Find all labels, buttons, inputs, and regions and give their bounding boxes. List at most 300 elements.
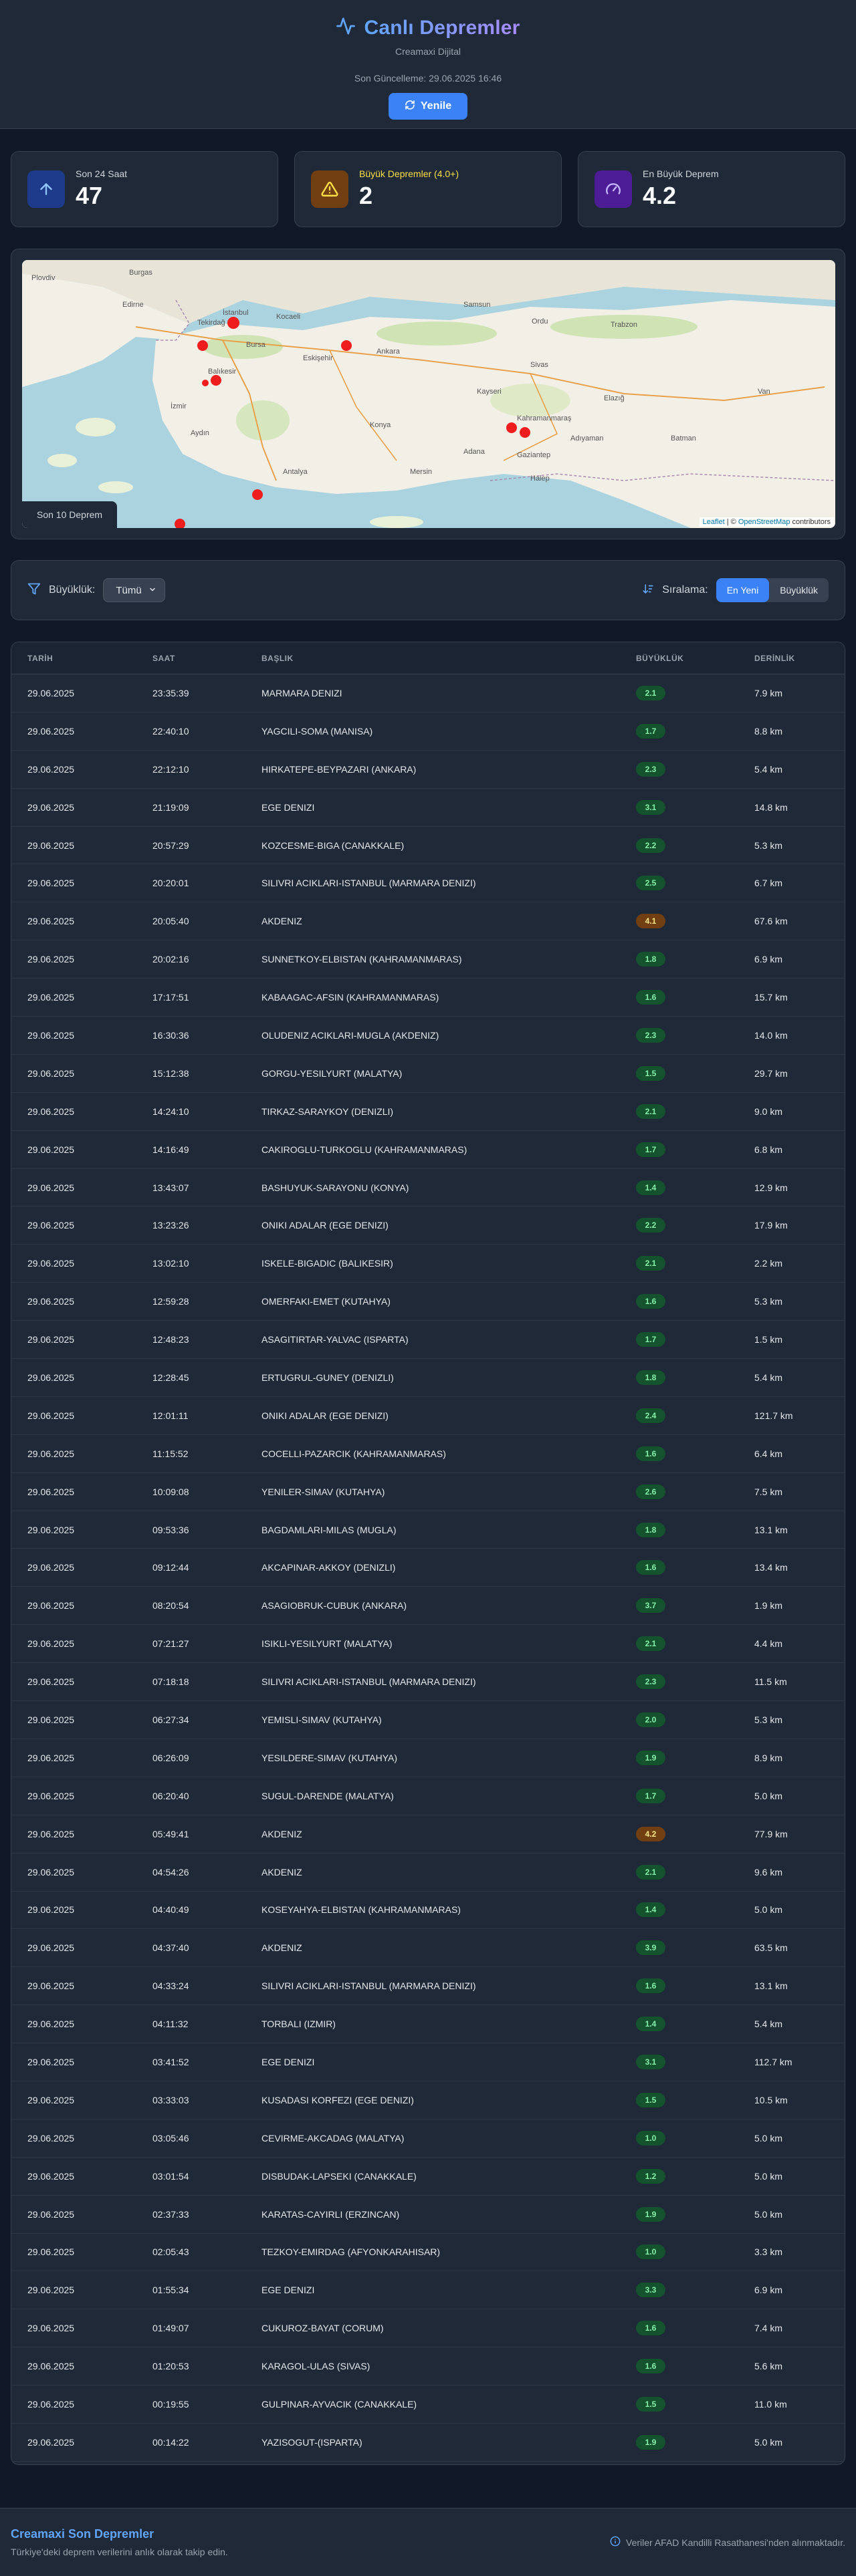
cell-date: 29.06.2025	[27, 1334, 75, 1345]
magnitude-badge: 1.7	[636, 1332, 665, 1347]
cell-depth: 17.9 km	[754, 1220, 788, 1231]
magnitude-badge: 2.1	[636, 1865, 665, 1880]
cell-magnitude	[620, 1180, 738, 1195]
table-row[interactable]	[11, 2158, 845, 2196]
table-row[interactable]	[11, 2424, 845, 2462]
map-place: Sivas	[530, 361, 548, 369]
magnitude-badge: 2.5	[636, 876, 665, 890]
stat-value: 47	[76, 182, 103, 209]
cell-magnitude	[620, 2321, 738, 2335]
map-place: Ordu	[532, 317, 548, 326]
table-row[interactable]	[11, 940, 845, 979]
cell-title: TEZKOY-EMIRDAG (AFYONKARAHISAR)	[261, 2246, 441, 2258]
table-row[interactable]	[11, 1625, 845, 1663]
magnitude-badge: 1.7	[636, 1789, 665, 1803]
cell-title: BASHUYUK-SARAYONU (KONYA)	[261, 1182, 409, 1193]
stat-card-24h	[11, 151, 278, 227]
stat-label: Son 24 Saat	[76, 168, 128, 179]
magnitude-badge: 1.5	[636, 2093, 665, 2107]
cell-depth: 13.4 km	[754, 1562, 788, 1573]
cell-time: 13:23:26	[152, 1220, 189, 1231]
cell-depth: 5.3 km	[754, 1714, 783, 1725]
brand-subtitle: Creamaxi Dijital	[395, 46, 461, 57]
cell-magnitude	[620, 1865, 738, 1880]
cell-date: 29.06.2025	[27, 992, 75, 1003]
table-row[interactable]	[11, 1511, 845, 1549]
cell-depth: 5.0 km	[754, 2170, 783, 2182]
filter-icon	[27, 582, 41, 599]
cell-magnitude	[620, 1674, 738, 1689]
cell-depth: 4.4 km	[754, 1638, 783, 1650]
cell-time: 06:26:09	[152, 1752, 189, 1763]
cell-title: ERTUGRUL-GUNEY (DENIZLI)	[261, 1372, 394, 1383]
cell-title: TIRKAZ-SARAYKOY (DENIZLI)	[261, 1106, 394, 1117]
cell-magnitude	[620, 1142, 738, 1157]
table-row[interactable]	[11, 1093, 845, 1131]
activity-icon	[336, 16, 356, 39]
cell-time: 15:12:38	[152, 1067, 189, 1079]
magnitude-badge: 1.8	[636, 952, 665, 967]
cell-time: 06:20:40	[152, 1790, 189, 1801]
table-row[interactable]	[11, 1055, 845, 1093]
map-place: Edirne	[122, 301, 144, 309]
table-row[interactable]	[11, 1892, 845, 1930]
table-row[interactable]	[11, 2271, 845, 2309]
magnitude-badge: 1.0	[636, 2244, 665, 2259]
cell-time: 20:02:16	[152, 954, 189, 965]
cell-title: TORBALI (IZMIR)	[261, 2019, 336, 2030]
magnitude-badge: 1.6	[636, 2359, 665, 2373]
cell-depth: 14.8 km	[754, 801, 788, 813]
cell-title: KARAGOL-ULAS (SIVAS)	[261, 2361, 370, 2372]
cell-time: 03:05:46	[152, 2132, 189, 2144]
cell-depth: 8.9 km	[754, 1752, 783, 1763]
sort-icon	[642, 583, 654, 598]
magnitude-badge: 1.4	[636, 2017, 665, 2031]
table-row[interactable]	[11, 1321, 845, 1359]
magnitude-badge: 1.0	[636, 2131, 665, 2146]
cell-depth: 5.4 km	[754, 763, 783, 775]
table-row[interactable]	[11, 713, 845, 751]
map-marker[interactable]	[211, 375, 221, 386]
cell-date: 29.06.2025	[27, 1676, 75, 1688]
cell-magnitude	[620, 2169, 738, 2184]
cell-magnitude	[620, 2055, 738, 2069]
cell-magnitude	[620, 2397, 738, 2412]
cell-depth: 112.7 km	[754, 2057, 792, 2067]
magnitude-badge: 2.1	[636, 686, 665, 700]
table-row[interactable]	[11, 789, 845, 827]
cell-magnitude	[620, 1751, 738, 1765]
cell-title: EGE DENIZI	[261, 801, 315, 813]
cell-magnitude	[620, 1104, 738, 1119]
cell-time: 03:41:52	[152, 2057, 189, 2067]
cell-time: 17:17:51	[152, 992, 189, 1003]
cell-title: COCELLI-PAZARCIK (KAHRAMANMARAS)	[261, 1448, 446, 1459]
cell-date: 29.06.2025	[27, 725, 75, 737]
cell-depth: 6.9 km	[754, 954, 783, 965]
magnitude-badge: 3.7	[636, 1598, 665, 1613]
cell-date: 29.06.2025	[27, 1486, 75, 1497]
cell-magnitude	[620, 2283, 738, 2297]
magnitude-badge: 1.6	[636, 1560, 665, 1575]
cell-title: CUKUROZ-BAYAT (CORUM)	[261, 2323, 384, 2334]
cell-depth: 7.4 km	[754, 2323, 783, 2334]
magnitude-badge: 4.2	[636, 1827, 665, 1841]
cell-depth: 5.4 km	[754, 1372, 783, 1383]
info-icon	[610, 2536, 621, 2549]
table-row[interactable]	[11, 1815, 845, 1853]
cell-time: 21:19:09	[152, 801, 189, 813]
cell-title: YAZISOGUT-(ISPARTA)	[261, 2436, 362, 2448]
map-marker[interactable]	[506, 422, 517, 433]
cell-title: CAKIROGLU-TURKOGLU (KAHRAMANMARAS)	[261, 1144, 467, 1155]
table-row[interactable]	[11, 2386, 845, 2424]
cell-depth: 7.9 km	[754, 687, 783, 698]
cell-date: 29.06.2025	[27, 687, 75, 698]
cell-time: 11:15:52	[152, 1448, 189, 1459]
cell-title: AKDENIZ	[261, 916, 302, 927]
cell-title: AKCAPINAR-AKKOY (DENIZLI)	[261, 1562, 396, 1573]
cell-date: 29.06.2025	[27, 1714, 75, 1725]
cell-time: 08:20:54	[152, 1600, 189, 1612]
cell-depth: 63.5 km	[754, 1942, 788, 1954]
cell-date: 29.06.2025	[27, 2019, 75, 2030]
cell-magnitude	[620, 1256, 738, 1271]
cell-depth: 29.7 km	[754, 1067, 788, 1079]
table-row[interactable]	[11, 1549, 845, 1587]
magnitude-badge: 1.6	[636, 1446, 665, 1461]
cell-time: 01:49:07	[152, 2323, 189, 2334]
cell-title: ASAGITIRTAR-YALVAC (ISPARTA)	[261, 1334, 409, 1345]
table-row[interactable]	[11, 2119, 845, 2158]
cell-depth: 5.3 km	[754, 1296, 783, 1307]
cell-depth: 12.9 km	[754, 1182, 788, 1193]
magnitude-badge: 2.2	[636, 838, 665, 853]
table-row[interactable]	[11, 1359, 845, 1397]
magnitude-badge: 1.9	[636, 2435, 665, 2450]
sort-newest-button[interactable]: En Yeni	[716, 578, 770, 602]
cell-magnitude	[620, 1294, 738, 1309]
table-row[interactable]	[11, 1701, 845, 1739]
cell-date: 29.06.2025	[27, 916, 75, 927]
table-header	[11, 642, 845, 674]
cell-magnitude	[620, 762, 738, 777]
cell-depth: 67.6 km	[754, 916, 788, 927]
leaflet-link[interactable]: Leaflet	[702, 518, 725, 526]
table-row[interactable]	[11, 1206, 845, 1245]
cell-magnitude	[620, 1485, 738, 1499]
cell-title: ISKELE-BIGADIC (BALIKESIR)	[261, 1258, 393, 1269]
page-header	[0, 0, 856, 129]
cell-date: 29.06.2025	[27, 2399, 75, 2410]
cell-title: HIRKATEPE-BEYPAZARI (ANKARA)	[261, 763, 417, 775]
gauge-icon	[595, 170, 632, 208]
cell-magnitude	[620, 1446, 738, 1461]
cell-title: KABAAGAC-AFSIN (KAHRAMANMARAS)	[261, 992, 439, 1003]
cell-title: YENILER-SIMAV (KUTAHYA)	[261, 1486, 385, 1497]
table-row[interactable]	[11, 2196, 845, 2234]
cell-magnitude	[620, 1789, 738, 1803]
cell-date: 29.06.2025	[27, 840, 75, 851]
cell-date: 29.06.2025	[27, 1562, 75, 1573]
magnitude-filter	[27, 578, 165, 602]
page-title: Canlı Depremler	[364, 16, 520, 39]
cell-magnitude	[620, 1523, 738, 1537]
table-row[interactable]	[11, 979, 845, 1017]
cell-depth: 1.9 km	[754, 1600, 783, 1612]
cell-magnitude	[620, 2207, 738, 2222]
cell-magnitude	[620, 990, 738, 1005]
magnitude-badge: 2.1	[636, 1256, 665, 1271]
cell-magnitude	[620, 1560, 738, 1575]
cell-depth: 2.2 km	[754, 1258, 783, 1269]
cell-time: 04:40:49	[152, 1904, 189, 1916]
cell-title: SILIVRI ACIKLARI-ISTANBUL (MARMARA DENIZI)	[261, 878, 476, 889]
map-marker[interactable]	[520, 427, 530, 438]
table-row[interactable]	[11, 1397, 845, 1435]
cell-time: 13:02:10	[152, 1258, 189, 1269]
cell-title: GORGU-YESILYURT (MALATYA)	[261, 1067, 403, 1079]
cell-time: 07:21:27	[152, 1638, 189, 1650]
map-place: Elazığ	[604, 394, 625, 402]
table-row[interactable]	[11, 1169, 845, 1207]
map-place: Kahramanmaraş	[517, 414, 572, 422]
table-row[interactable]	[11, 1283, 845, 1321]
cell-time: 20:05:40	[152, 916, 189, 927]
cell-time: 20:20:01	[152, 878, 189, 889]
map-place: Balıkesir	[208, 368, 237, 376]
cell-date: 29.06.2025	[27, 1220, 75, 1231]
sort-control	[642, 578, 829, 602]
cell-title: GULPINAR-AYVACIK (CANAKKALE)	[261, 2399, 417, 2410]
map-place: Aydın	[191, 429, 209, 437]
stat-value: 2	[359, 182, 373, 209]
magnitude-badge: 1.2	[636, 2169, 665, 2184]
cell-time: 01:55:34	[152, 2285, 189, 2296]
cell-title: EGE DENIZI	[261, 2057, 315, 2067]
map-place: Kocaeli	[276, 313, 301, 321]
cell-magnitude	[620, 1636, 738, 1651]
cell-time: 12:59:28	[152, 1296, 189, 1307]
magnitude-badge: 2.1	[636, 1104, 665, 1119]
table-body	[11, 674, 845, 2462]
cell-title: ASAGIOBRUK-CUBUK (ANKARA)	[261, 1600, 407, 1612]
table-row[interactable]	[11, 2043, 845, 2081]
cell-time: 09:53:36	[152, 1524, 189, 1535]
magnitude-badge: 1.5	[636, 1066, 665, 1081]
cell-depth: 11.5 km	[754, 1676, 787, 1688]
cell-depth: 5.3 km	[754, 840, 783, 851]
cell-title: SILIVRI ACIKLARI-ISTANBUL (MARMARA DENIZI)	[261, 1676, 476, 1688]
footer-source-text: Veriler AFAD Kandilli Rasathanesi'nden alınmaktadır.	[626, 2537, 845, 2548]
cell-magnitude	[620, 876, 738, 890]
cell-title: SUGUL-DARENDE (MALATYA)	[261, 1790, 394, 1801]
cell-time: 12:48:23	[152, 1334, 189, 1345]
magnitude-badge: 3.3	[636, 2283, 665, 2297]
arrow-up-icon	[27, 170, 65, 208]
map-place: Konya	[370, 421, 391, 429]
header-title: BAŞLIK	[261, 653, 294, 663]
cell-depth: 77.9 km	[754, 1828, 788, 1839]
stat-label: Büyük Depremler (4.0+)	[359, 168, 459, 179]
map-place: Plovdiv	[31, 274, 56, 282]
cell-magnitude	[620, 1902, 738, 1917]
cell-time: 06:27:34	[152, 1714, 189, 1725]
cell-magnitude	[620, 914, 738, 928]
cell-depth: 5.0 km	[754, 2208, 783, 2220]
cell-magnitude	[620, 1712, 738, 1727]
cell-title: ISIKLI-YESILYURT (MALATYA)	[261, 1638, 393, 1650]
map-place: Halep	[530, 475, 550, 483]
cell-title: SILIVRI ACIKLARI-ISTANBUL (MARMARA DENIZI)	[261, 1980, 476, 1992]
earthquake-map[interactable]	[22, 260, 835, 528]
refresh-icon	[405, 100, 415, 114]
cell-depth: 6.4 km	[754, 1448, 783, 1459]
cell-depth: 1.5 km	[754, 1334, 783, 1345]
magnitude-badge: 1.8	[636, 1370, 665, 1385]
cell-depth: 6.7 km	[754, 878, 783, 889]
cell-date: 29.06.2025	[27, 2285, 75, 2296]
map-marker[interactable]	[197, 340, 208, 351]
table-row[interactable]	[11, 864, 845, 902]
cell-magnitude	[620, 2435, 738, 2450]
table-row[interactable]	[11, 902, 845, 940]
cell-date: 29.06.2025	[27, 1410, 75, 1421]
cell-depth: 121.7 km	[754, 1410, 793, 1421]
cell-date: 29.06.2025	[27, 878, 75, 889]
cell-date: 29.06.2025	[27, 1182, 75, 1193]
table-row[interactable]	[11, 1131, 845, 1169]
map-marker[interactable]	[227, 317, 239, 329]
table-row[interactable]	[11, 1017, 845, 1055]
cell-time: 12:01:11	[152, 1410, 189, 1421]
cell-time: 20:57:29	[152, 840, 189, 851]
cell-magnitude	[620, 1978, 738, 1993]
table-row[interactable]	[11, 1663, 845, 1701]
cell-magnitude	[620, 838, 738, 853]
cell-magnitude	[620, 2244, 738, 2259]
map-place: Gaziantep	[517, 451, 551, 459]
cell-depth: 6.9 km	[754, 2285, 783, 2296]
header-time: SAAT	[152, 653, 175, 663]
table-row[interactable]	[11, 2347, 845, 2386]
stat-card-max	[578, 151, 845, 227]
magnitude-select[interactable]	[103, 578, 165, 602]
magnitude-badge: 2.0	[636, 1712, 665, 1727]
table-row[interactable]	[11, 751, 845, 789]
cell-title: BAGDAMLARI-MILAS (MUGLA)	[261, 1524, 397, 1535]
cell-time: 00:19:55	[152, 2399, 189, 2410]
cell-magnitude	[620, 1066, 738, 1081]
cell-title: YESILDERE-SIMAV (KUTAHYA)	[261, 1752, 398, 1763]
cell-title: AKDENIZ	[261, 1866, 302, 1878]
stats-row	[11, 151, 845, 227]
map-marker[interactable]	[341, 340, 352, 351]
table-row[interactable]	[11, 1777, 845, 1815]
magnitude-badge: 1.4	[636, 1902, 665, 1917]
magnitude-label: Büyüklük:	[49, 584, 96, 596]
cell-depth: 7.5 km	[754, 1486, 783, 1497]
magnitude-badge: 1.9	[636, 2207, 665, 2222]
cell-time: 02:37:33	[152, 2208, 189, 2220]
table-row[interactable]	[11, 827, 845, 865]
magnitude-select-value: Tümü	[116, 584, 142, 596]
cell-magnitude	[620, 1408, 738, 1423]
cell-title: DISBUDAK-LAPSEKI (CANAKKALE)	[261, 2170, 417, 2182]
refresh-button[interactable]	[389, 93, 467, 120]
map-place: Mersin	[410, 468, 433, 476]
cell-time: 16:30:36	[152, 1029, 189, 1041]
cell-date: 29.06.2025	[27, 2094, 75, 2105]
magnitude-badge: 3.9	[636, 1940, 665, 1955]
table-row[interactable]	[11, 1739, 845, 1777]
magnitude-badge: 2.3	[636, 762, 665, 777]
table-row[interactable]	[11, 1473, 845, 1511]
table-row[interactable]	[11, 2234, 845, 2272]
cell-depth: 3.3 km	[754, 2246, 783, 2258]
cell-title: AKDENIZ	[261, 1942, 302, 1954]
cell-magnitude	[620, 2093, 738, 2107]
cell-title: OMERFAKI-EMET (KUTAHYA)	[261, 1296, 391, 1307]
map-marker[interactable]	[202, 380, 209, 386]
cell-magnitude	[620, 1218, 738, 1233]
table-row[interactable]	[11, 1853, 845, 1892]
cell-date: 29.06.2025	[27, 2132, 75, 2144]
cell-time: 10:09:08	[152, 1486, 189, 1497]
cell-time: 09:12:44	[152, 1562, 189, 1573]
table-row[interactable]	[11, 1967, 845, 2005]
cell-depth: 13.1 km	[754, 1524, 788, 1535]
refresh-label: Yenile	[420, 100, 452, 112]
magnitude-badge: 1.6	[636, 2321, 665, 2335]
osm-link[interactable]: OpenStreetMap	[738, 518, 790, 526]
cell-time: 02:05:43	[152, 2246, 189, 2258]
footer-source	[610, 2536, 845, 2549]
sort-magnitude-button[interactable]: Büyüklük	[780, 585, 818, 596]
attribution-tail: contributors	[790, 518, 831, 526]
table-row[interactable]	[11, 1587, 845, 1625]
magnitude-badge: 1.6	[636, 990, 665, 1005]
map-place: Trabzon	[611, 321, 637, 329]
table-row[interactable]	[11, 2081, 845, 2119]
table-row[interactable]	[11, 2005, 845, 2043]
map-place: Adana	[463, 448, 485, 456]
table-row[interactable]	[11, 1435, 845, 1473]
page-footer	[0, 2508, 856, 2576]
magnitude-badge: 2.6	[636, 1485, 665, 1499]
map-marker[interactable]	[252, 489, 263, 500]
stat-label: En Büyük Deprem	[643, 168, 719, 179]
map-place: Antalya	[283, 468, 308, 476]
magnitude-badge: 1.6	[636, 1294, 665, 1309]
cell-date: 29.06.2025	[27, 1828, 75, 1839]
cell-depth: 5.0 km	[754, 2436, 783, 2448]
map-place: İstanbul	[223, 309, 249, 317]
map-canvas[interactable]	[22, 260, 835, 528]
cell-time: 23:35:39	[152, 687, 189, 698]
cell-time: 12:28:45	[152, 1372, 189, 1383]
magnitude-badge: 1.7	[636, 1142, 665, 1157]
table-row[interactable]	[11, 674, 845, 713]
cell-date: 29.06.2025	[27, 1448, 75, 1459]
table-row[interactable]	[11, 1929, 845, 1967]
cell-magnitude	[620, 686, 738, 700]
header-magnitude: BÜYÜKLÜK	[636, 653, 684, 663]
cell-title: KUSADASI KORFEZI (EGE DENIZI)	[261, 2094, 414, 2105]
table-row[interactable]	[11, 1245, 845, 1283]
table-row[interactable]	[11, 2309, 845, 2347]
